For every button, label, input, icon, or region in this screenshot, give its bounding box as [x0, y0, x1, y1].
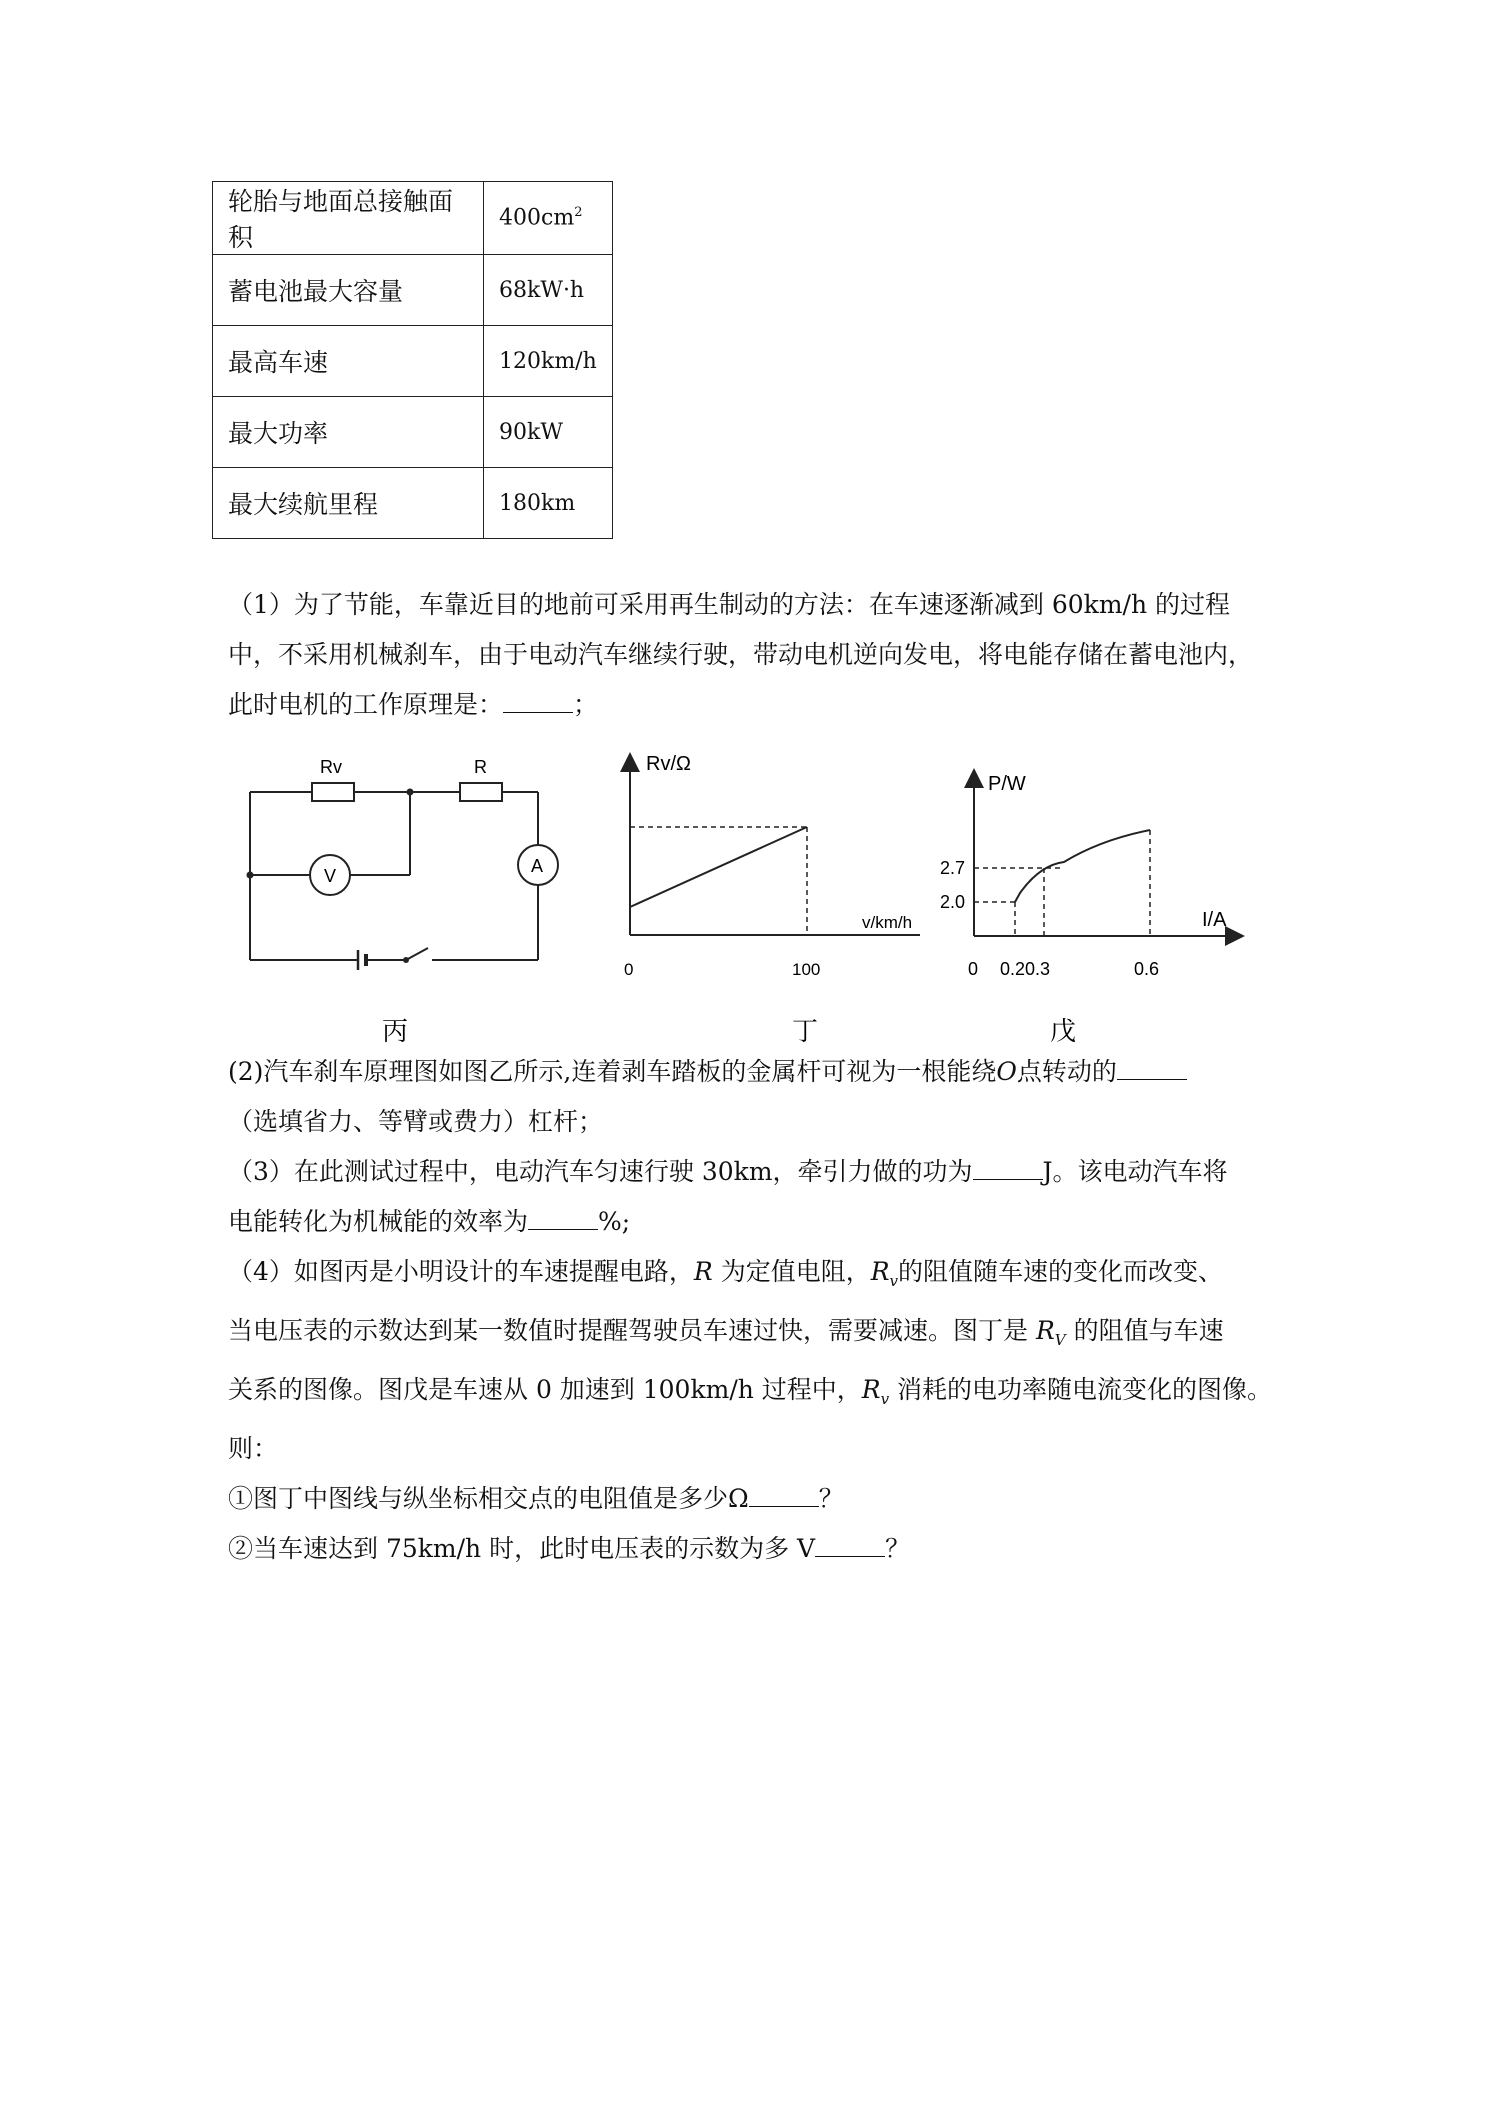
switch-icon: [406, 948, 428, 960]
q1-line-2: 中，不采用机械刹车，由于电动汽车继续行驶，带动电机逆向发电，将电能存储在蓄电池内，: [228, 640, 1254, 669]
symbol-rv-sub: v: [880, 1390, 890, 1408]
symbol-rv-sub: V: [1054, 1331, 1066, 1349]
tick-label-origin: 0: [968, 959, 979, 979]
q2-text: 点转动的: [1016, 1057, 1117, 1086]
answer-blank[interactable]: [815, 1534, 885, 1557]
q4-text: ①图丁中图线与纵坐标相交点的电阻值是多少Ω: [228, 1484, 749, 1513]
q4-sub-2: [228, 1524, 1280, 1574]
q3-line-1: [228, 1147, 1280, 1197]
q4-text: （4）如图丙是小明设计的车速提醒电路，: [228, 1257, 694, 1286]
table-cell-value: 180km: [484, 468, 613, 539]
question-4: [228, 1247, 1280, 1574]
junction-dot: [247, 872, 254, 879]
table-row: [213, 468, 613, 539]
q4-line-1: [228, 1247, 1280, 1306]
spec-table: [212, 181, 613, 539]
series-line: [630, 827, 807, 907]
q3-text: J。该电动汽车将: [1042, 1157, 1228, 1186]
q4-line-3: [228, 1365, 1280, 1424]
table-cell-label: 最大续航里程: [213, 468, 484, 539]
tick-label-0-2-0-3: 0.20.3: [1000, 959, 1051, 979]
table-cell-value: 90kW: [484, 397, 613, 468]
value-text: 400cm: [499, 205, 575, 231]
chart-rv-speed: [600, 750, 930, 1055]
caption-bing: 丙: [382, 1016, 409, 1046]
q4-text: 的阻值与车速: [1065, 1316, 1224, 1345]
tick-label-origin: 0: [624, 960, 634, 979]
q4-text: ②当车速达到 75km/h 时，此时电压表的示数为多 V: [228, 1534, 816, 1563]
circuit-diagram: [240, 750, 560, 1055]
table-cell-value: 120km/h: [484, 326, 613, 397]
caption-wu: 戊: [1050, 1016, 1077, 1046]
q4-text: 消耗的电功率随电流变化的图像。: [889, 1375, 1273, 1404]
tick-label-2-7: 2.7: [940, 858, 966, 878]
q1-line-1: （1）为了节能，车靠近目的地前可采用再生制动的方法：在车速逐渐减到 60km/h 的过程: [228, 590, 1230, 619]
table-cell-label: 最高车速: [213, 326, 484, 397]
q4-text: 当电压表的示数达到某一数值时提醒驾驶员车速过快，需要减速。图丁是: [228, 1316, 1036, 1345]
q3-text: （3）在此测试过程中，电动汽车匀速行驶 30km，牵引力做的功为: [228, 1157, 973, 1186]
y-axis-label: P/W: [988, 773, 1026, 795]
point-o: O: [996, 1057, 1017, 1086]
label-a: A: [531, 856, 544, 876]
y-axis-label: Rv/Ω: [646, 753, 691, 775]
q2-line-2: （选填省力、等臂或费力）杠杆；: [228, 1107, 604, 1136]
junction-dot: [407, 789, 414, 796]
table-row: [213, 182, 613, 255]
question-2: [228, 1047, 1280, 1147]
answer-blank[interactable]: [973, 1157, 1043, 1180]
answer-blank[interactable]: [1117, 1057, 1187, 1080]
tick-label-100: 100: [792, 960, 821, 979]
q4-text: 为定值电阻，: [712, 1257, 871, 1286]
series-curve: [1015, 830, 1150, 902]
table-cell-label: 最大功率: [213, 397, 484, 468]
q4-text: ？: [818, 1484, 844, 1513]
q4-text: ？: [885, 1534, 911, 1563]
q4-line-2: [228, 1306, 1280, 1365]
table-cell-value: [484, 182, 613, 255]
symbol-rv: R: [1035, 1316, 1055, 1345]
label-r: R: [474, 757, 487, 777]
value-sup: 2: [574, 205, 583, 221]
tick-label-0-6: 0.6: [1134, 959, 1160, 979]
q2-line-1: [228, 1047, 1280, 1097]
symbol-rv: R: [870, 1257, 890, 1286]
table-cell-label: 轮胎与地面总接触面积: [213, 182, 484, 255]
symbol-rv: R: [861, 1375, 881, 1404]
answer-blank[interactable]: [749, 1484, 819, 1507]
q3-text: 电能转化为机械能的效率为: [228, 1207, 529, 1236]
symbol-rv-sub: v: [889, 1272, 899, 1290]
table-cell-label: 蓄电池最大容量: [213, 255, 484, 326]
table-row: [213, 326, 613, 397]
q1-punct: ；: [573, 690, 599, 719]
resistor-r: [460, 783, 502, 801]
q4-text: 的阻值随车速的变化而改变、: [898, 1257, 1224, 1286]
symbol-r: R: [693, 1257, 713, 1286]
q4-text: 关系的图像。图戊是车速从 0 加速到 100km/h 过程中，: [228, 1375, 862, 1404]
table-row: [213, 397, 613, 468]
q2-text: (2)汽车刹车原理图如图乙所示,连着剥车踏板的金属杆可视为一根能绕: [228, 1057, 997, 1086]
label-v: V: [324, 866, 337, 886]
table-cell-value: 68kW·h: [484, 255, 613, 326]
x-axis-label: v/km/h: [862, 913, 913, 932]
answer-blank[interactable]: [503, 690, 573, 713]
chart-power-current: [940, 750, 1260, 1055]
q1-text: 此时电机的工作原理是：: [228, 690, 504, 719]
table-row: [213, 255, 613, 326]
tick-label-2-0: 2.0: [940, 892, 966, 912]
question-1: [228, 580, 1280, 730]
x-axis-label: I/A: [1202, 909, 1227, 931]
q1-line-3: [228, 680, 1280, 730]
answer-blank[interactable]: [528, 1207, 598, 1230]
label-rv: Rv: [320, 757, 342, 777]
caption-ding: 丁: [792, 1016, 819, 1046]
q4-sub-1: [228, 1474, 1280, 1524]
q3-text: %;: [598, 1207, 631, 1236]
question-3: [228, 1147, 1280, 1247]
q3-line-2: [228, 1197, 1280, 1247]
q4-line-4: 则：: [228, 1434, 279, 1463]
switch-contact: [403, 957, 409, 963]
resistor-rv: [312, 783, 354, 801]
